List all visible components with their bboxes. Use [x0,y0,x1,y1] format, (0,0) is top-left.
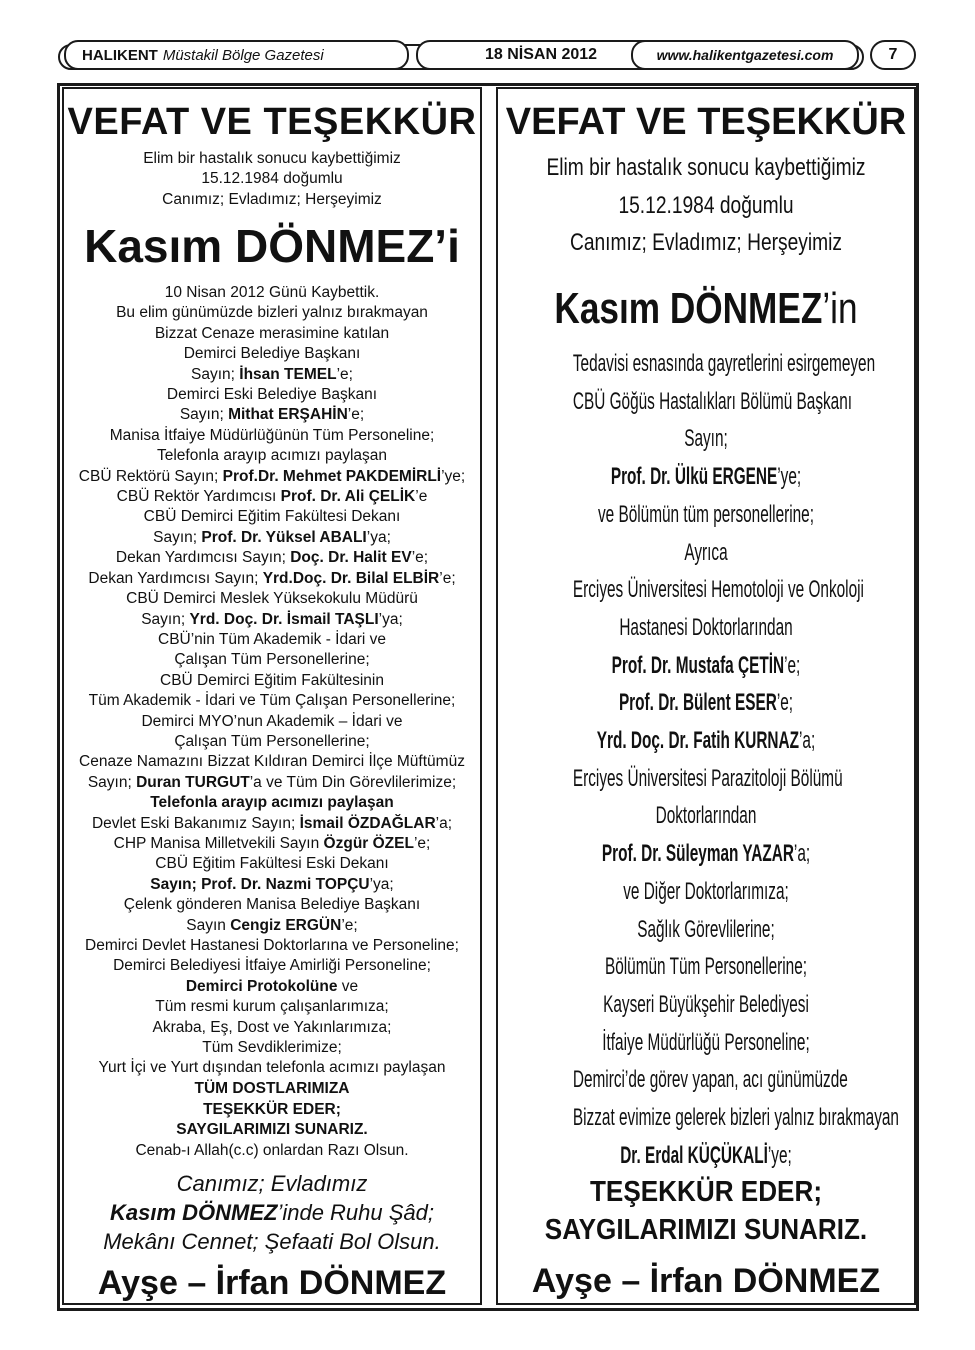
right-signature: Ayşe – İrfan DÖNMEZ [531,1262,881,1300]
text-segment: Çalışan Tüm Personellerine; [174,651,370,669]
text-segment: Demirci MYO’nun Akademik – İdari ve [141,712,403,730]
thanks-line: SAYGILARIMIZI SUNARIZ. [544,1214,868,1246]
text-line [64,671,480,691]
text-segment: ’a; [435,814,453,832]
text-line [64,344,480,364]
text-line [573,420,839,458]
text-line [573,647,839,685]
text-segment: ’e; [776,689,794,717]
text-segment: ’a ve Tüm Din Görevlilerimize; [249,773,457,791]
text-line [573,1024,839,1062]
intro-line: Canımız; Evladımız; Herşeyimiz [569,229,843,257]
text-line [64,814,480,834]
text-line [64,426,480,446]
issue-date: 18 NİSAN 2012 [416,40,666,70]
text-segment: Demirci’de görev yapan, acı günümüzde [572,1066,848,1094]
text-line [64,589,480,609]
page-header [58,40,918,76]
text-segment: ’e; [347,406,365,424]
text-segment: Akraba, Eş, Dost ve Yakınlarımıza; [152,1018,392,1036]
text-line [64,528,480,548]
bold-segment: Yrd. Doç. Dr. Fatih KURNAZ [596,727,800,755]
left-heading: VEFAT VE TEŞEKKÜR [67,101,477,143]
bold-segment: Dr. Erdal KÜÇÜKALİ [620,1141,768,1169]
text-line [573,873,839,911]
text-line [573,986,839,1024]
text-line [573,722,839,760]
text-segment: Doktorlarından [655,802,757,830]
text-line [573,948,839,986]
name-suffix: ’in [822,284,858,333]
bold-segment: Kasım DÖNMEZ [109,1200,278,1225]
text-segment: Dekan Yardımcısı Sayın; [115,549,291,567]
right-heading: VEFAT VE TEŞEKKÜR [505,101,907,143]
right-body [540,345,899,1174]
left-thanks [64,1100,480,1161]
text-segment: ’a; [793,840,811,868]
bold-segment: TÜM DOSTLARIMIZA [194,1079,350,1097]
deceased-name: Kasım DÖNMEZ’i [84,220,460,272]
bold-segment: Prof. Dr. Ali ÇELİK [280,488,416,506]
text-segment: CBÜ Eğitim Fakültesi Eski Dekanı [155,855,389,873]
text-segment: ’a; [799,727,816,755]
text-segment: ’ye; [441,467,466,485]
bold-segment: Prof.Dr. Mehmet PAKDEMİRLİ [222,467,442,485]
text-segment: Manisa İtfaiye Müdürlüğünün Tüm Personeline; [109,426,435,444]
text-segment: Tedavisi esnasında gayretlerini esirgemeyen [572,350,876,377]
bold-segment: İhsan TEMEL [239,365,337,383]
text-segment: ve Diğer Doktorlarımıza; [623,877,789,905]
text-line [64,1079,480,1099]
right-thanks [498,1173,914,1249]
brand-subtitle: Müstakil Bölge Gazetesi [162,46,324,64]
intro-line: Elim bir hastalık sonucu kaybettiğimiz [143,150,401,167]
text-line [572,571,864,609]
text-segment: Demirci Belediyesi İtfaiye Amirliği Personeline; [113,957,431,975]
thanks-line: TEŞEKKÜR EDER; [203,1101,341,1118]
text-line [64,752,480,772]
text-segment: Sayın [186,916,231,934]
text-segment: ’ya; [369,875,394,893]
text-segment: Demirci Eski Belediye Başkanı [166,386,378,404]
text-segment: ’ye; [777,463,802,491]
left-intro [64,149,480,210]
bold-segment: Yrd.Doç. Dr. Bilal ELBİR [262,569,440,587]
text-segment: Demirci Devlet Hastanesi Doktorlarına ve Personeline; [85,937,459,954]
text-segment: Sayın; [684,425,728,453]
text-line [64,1227,480,1256]
text-line [64,773,480,793]
text-line [64,1169,480,1198]
text-segment: ’ya; [366,528,391,546]
text-line [64,650,480,670]
text-line [64,793,480,813]
text-segment: ’e; [336,365,353,383]
left-body [64,283,480,1099]
left-announcement [62,87,482,1305]
text-line [64,1018,480,1038]
text-segment: Tüm Sevdiklerimize; [202,1039,342,1057]
text-segment: Sayın; [179,406,229,424]
text-line [64,446,480,466]
text-segment: ’e [415,488,428,506]
right-intro [498,149,914,262]
text-segment: ’e; [413,834,431,852]
text-line [573,534,839,572]
text-segment: CBÜ Rektör Yardımcısı [116,488,281,506]
text-segment: Bölümün Tüm Personellerine; [604,953,808,981]
bold-segment: Mithat ERŞAHİN [228,406,348,424]
text-segment: Kayseri Büyükşehir Belediyesi [603,990,809,1018]
text-line [64,507,480,527]
intro-line: Canımız; Evladımız; Herşeyimiz [162,190,382,208]
text-segment: İtfaiye Müdürlüğü Personeline; [602,1028,810,1056]
text-segment: CBÜ Göğüs Hastalıkları Bölümü Başkanı [572,387,853,415]
text-line [572,383,853,421]
text-line [572,1061,848,1099]
text-segment: Ayrıca [684,538,728,566]
text-line [573,496,839,534]
text-segment: CBÜ Demirci Eğitim Fakültesi Dekanı [143,508,401,526]
text-line [64,569,480,589]
text-segment: ve Bölümün tüm personellerine; [597,500,814,528]
masthead [64,40,409,70]
bold-segment: Özgür ÖZEL [323,834,414,852]
deceased-name [540,279,873,339]
name-bold: Kasım DÖNMEZ [554,284,823,333]
text-segment: Demirci Belediye Başkanı [183,345,361,363]
text-segment: Hastanesi Doktorlarından [619,613,793,641]
text-segment: Tüm resmi kurum çalışanlarımıza; [155,998,389,1016]
text-line [64,487,480,507]
text-segment: ’ya; [378,610,403,628]
text-line [64,610,480,630]
text-segment: Çalışan Tüm Personellerine; [174,732,370,750]
thanks-line: SAYGILARIMIZI SUNARIZ. [176,1121,368,1139]
text-line [64,916,480,936]
bold-segment: İsmail ÖZDAĞLAR [299,814,436,832]
text-segment: Telefonla arayıp acımızı paylaşan [156,447,388,465]
text-line [64,467,480,487]
text-line [64,385,480,405]
text-segment: ’e; [411,549,429,567]
text-line [64,283,480,303]
prayer-line: Cenab-ı Allah(c.c) onlardan Razı Olsun. [135,1141,409,1159]
text-line [64,977,480,997]
text-segment: CBÜ’nin Tüm Akademik - İdari ve [158,630,386,648]
text-segment: ’e; [439,569,456,587]
text-line [64,630,480,650]
text-segment: Tüm Akademik - İdari ve Tüm Çalışan Personellerine; [88,692,456,710]
text-line [64,303,480,323]
text-segment: Bu elim günümüzde bizleri yalnız bırakmayan [116,304,428,322]
text-segment: Bizzat evimize gelerek bizleri yalnız bırakmayan [572,1104,899,1132]
text-line [64,1198,480,1227]
text-line [573,684,839,722]
text-line [64,548,480,568]
right-announcement [496,87,916,1305]
text-segment: Bizzat Cenaze merasimine katılan [154,324,390,342]
text-segment: Mekânı Cennet; Şefaati Bol Olsun. [103,1229,441,1254]
bold-segment: Prof. Dr. Ülkü ERGENE [610,463,778,491]
bold-segment: Cengiz ERGÜN [230,916,342,934]
left-closing [64,1169,480,1256]
text-line [572,345,876,383]
text-line [64,1058,480,1078]
intro-line: Elim bir hastalık sonucu kaybettiğimiz [546,154,866,181]
text-line [64,732,480,752]
text-line [64,405,480,425]
text-line [573,1137,839,1175]
text-line [573,797,839,835]
bold-segment: Prof. Dr. Mustafa ÇETİN [611,651,785,679]
text-segment: CBÜ Demirci Eğitim Fakültesinin [160,671,384,689]
text-segment: Cenaze Namazını Bizzat Kıldıran Demirci İlçe Müftümüz [79,753,465,771]
text-segment: Sayın; [191,365,240,383]
text-segment: Sayın; [153,528,202,546]
text-line [64,854,480,874]
text-line [64,834,480,854]
left-signature: Ayşe – İrfan DÖNMEZ [97,1264,447,1302]
website-link[interactable]: www.halikentgazetesi.com [631,40,859,70]
bold-segment: Prof. Dr. Yüksel ABALI [201,528,367,546]
text-line [64,712,480,732]
text-segment: ’inde Ruhu Şâd; [277,1200,435,1225]
text-line [64,936,480,956]
bold-segment: Sayın; Prof. Dr. Nazmi TOPÇU [150,875,370,893]
bold-segment: Demirci Protokolüne [185,977,338,995]
text-line [64,997,480,1017]
text-segment: Erciyes Üniversitesi Hemotoloji ve Onkoloji [572,576,864,604]
text-segment: Yurt İçi ve Yurt dışından telefonla acımızı paylaşan [98,1059,446,1077]
bold-segment: Prof. Dr. Süleyman YAZAR [601,840,794,868]
text-segment: CBÜ Rektörü Sayın; [78,467,223,485]
text-segment: ’e; [784,651,801,679]
text-line [64,895,480,915]
text-segment: Sağlık Görevlilerine; [637,915,775,943]
text-segment: ’ye; [767,1141,792,1169]
bold-segment: Duran TURGUT [136,773,250,791]
text-line [64,875,480,895]
text-line [64,691,480,711]
text-line [64,365,480,385]
text-line [573,835,839,873]
text-segment: Çelenk gönderen Manisa Belediye Başkanı [123,896,421,914]
bold-segment: Yrd. Doç. Dr. İsmail TAŞLI [189,610,379,628]
text-segment: ’e; [341,916,358,934]
bold-segment: Prof. Dr. Bülent ESER [618,689,777,717]
bold-segment: Telefonla arayıp acımızı paylaşan [150,794,394,812]
text-segment: 10 Nisan 2012 Günü Kaybettik. [164,284,380,301]
text-line [64,1038,480,1058]
intro-line: 15.12.1984 doğumlu [201,170,343,188]
text-segment: Dekan Yardımcısı Sayın; [88,569,263,587]
text-line [573,911,839,949]
text-line [572,1099,899,1137]
text-segment: CHP Manisa Milletvekili Sayın [113,834,324,852]
text-segment: Sayın; [87,773,137,791]
intro-line: 15.12.1984 doğumlu [618,191,794,219]
text-line [573,609,839,647]
text-line [572,760,843,798]
page-number: 7 [870,40,916,70]
text-segment: Sayın; [141,610,190,628]
text-line [64,324,480,344]
bold-segment: Doç. Dr. Halit EV [290,549,412,567]
text-segment: ve [337,977,359,995]
text-line [573,458,839,496]
text-line [64,956,480,976]
brand-name: HALIKENT [82,46,158,64]
text-segment: CBÜ Demirci Meslek Yüksekokulu Müdürü [126,590,418,608]
text-segment: Canımız; Evladımız [176,1171,368,1196]
thanks-line: TEŞEKKÜR EDER; [589,1176,823,1208]
text-segment: Devlet Eski Bakanımız Sayın; [91,814,300,832]
text-segment: Erciyes Üniversitesi Parazitoloji Bölümü [572,764,843,792]
